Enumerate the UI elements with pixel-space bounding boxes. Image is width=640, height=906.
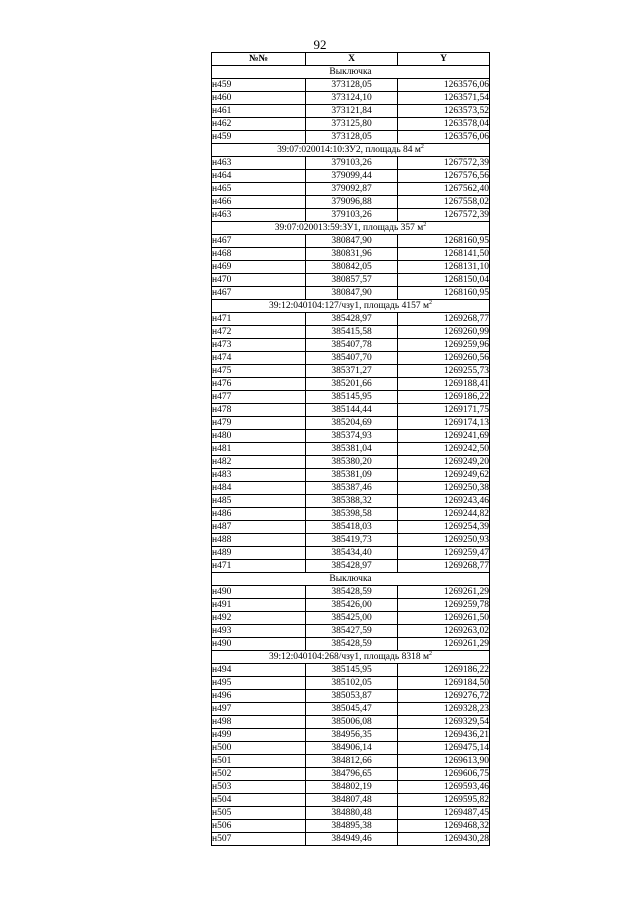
table-row <box>212 638 490 651</box>
x-coordinate-cell: 385145,95 <box>306 391 398 404</box>
table-row <box>212 313 490 326</box>
y-coordinate-cell: 1267572,39 <box>398 209 490 222</box>
x-coordinate-cell: 385418,03 <box>306 521 398 534</box>
table-row <box>212 430 490 443</box>
table-row <box>212 599 490 612</box>
y-coordinate-cell: 1269250,93 <box>398 534 490 547</box>
y-coordinate-cell: 1269186,22 <box>398 391 490 404</box>
x-coordinate-cell: 380847,90 <box>306 287 398 300</box>
y-coordinate-cell: 1269436,21 <box>398 729 490 742</box>
table-row <box>212 625 490 638</box>
x-coordinate-cell: 385426,00 <box>306 599 398 612</box>
y-coordinate-cell: 1269606,75 <box>398 768 490 781</box>
table-row <box>212 482 490 495</box>
y-coordinate-cell: 1269261,29 <box>398 586 490 599</box>
coordinates-table <box>211 52 490 846</box>
point-number-cell: н483 <box>212 469 306 482</box>
x-coordinate-cell: 385387,46 <box>306 482 398 495</box>
table-row <box>212 794 490 807</box>
table-row <box>212 365 490 378</box>
section-title <box>212 144 490 157</box>
x-coordinate-cell: 373124,10 <box>306 92 398 105</box>
point-number-cell: н496 <box>212 690 306 703</box>
x-coordinate-cell: 385428,59 <box>306 586 398 599</box>
point-number-cell: н506 <box>212 820 306 833</box>
x-coordinate-cell: 385380,20 <box>306 456 398 469</box>
y-coordinate-cell: 1269260,56 <box>398 352 490 365</box>
table-row <box>212 508 490 521</box>
table-row <box>212 339 490 352</box>
x-coordinate-cell: 385381,04 <box>306 443 398 456</box>
y-coordinate-cell: 1263571,54 <box>398 92 490 105</box>
table-row <box>212 326 490 339</box>
y-coordinate-cell: 1267576,56 <box>398 170 490 183</box>
y-coordinate-cell: 1263578,04 <box>398 118 490 131</box>
point-number-cell: н479 <box>212 417 306 430</box>
table-row <box>212 534 490 547</box>
x-coordinate-cell: 385398,58 <box>306 508 398 521</box>
x-coordinate-cell: 385425,00 <box>306 612 398 625</box>
y-coordinate-cell: 1269242,50 <box>398 443 490 456</box>
table-row <box>212 261 490 274</box>
point-number-cell: н460 <box>212 92 306 105</box>
point-number-cell: н463 <box>212 157 306 170</box>
table-row <box>212 586 490 599</box>
table-row <box>212 118 490 131</box>
x-coordinate-cell: 385006,08 <box>306 716 398 729</box>
y-coordinate-cell: 1263576,06 <box>398 131 490 144</box>
y-coordinate-cell: 1269244,82 <box>398 508 490 521</box>
point-number-cell: н498 <box>212 716 306 729</box>
y-coordinate-cell: 1269430,28 <box>398 833 490 846</box>
y-coordinate-cell: 1269613,90 <box>398 755 490 768</box>
y-coordinate-cell: 1269276,72 <box>398 690 490 703</box>
header-x: X <box>306 53 398 66</box>
table-row <box>212 560 490 573</box>
table-body <box>212 66 490 846</box>
table-row <box>212 612 490 625</box>
x-coordinate-cell: 384880,48 <box>306 807 398 820</box>
section-title <box>212 300 490 313</box>
x-coordinate-cell: 385053,87 <box>306 690 398 703</box>
section-title <box>212 573 490 586</box>
x-coordinate-cell: 380847,90 <box>306 235 398 248</box>
x-coordinate-cell: 384949,46 <box>306 833 398 846</box>
y-coordinate-cell: 1269268,77 <box>398 313 490 326</box>
point-number-cell: н476 <box>212 378 306 391</box>
point-number-cell: н486 <box>212 508 306 521</box>
table-row <box>212 274 490 287</box>
x-coordinate-cell: 385144,44 <box>306 404 398 417</box>
x-coordinate-cell: 384807,48 <box>306 794 398 807</box>
x-coordinate-cell: 385201,66 <box>306 378 398 391</box>
x-coordinate-cell: 384802,19 <box>306 781 398 794</box>
table-row <box>212 768 490 781</box>
point-number-cell: н470 <box>212 274 306 287</box>
y-coordinate-cell: 1269241,69 <box>398 430 490 443</box>
section-row <box>212 300 490 313</box>
section-row <box>212 144 490 157</box>
table-row <box>212 703 490 716</box>
x-coordinate-cell: 384956,35 <box>306 729 398 742</box>
point-number-cell: н487 <box>212 521 306 534</box>
y-coordinate-cell: 1269188,41 <box>398 378 490 391</box>
point-number-cell: н474 <box>212 352 306 365</box>
page-number: 92 <box>313 37 327 52</box>
table-row <box>212 690 490 703</box>
point-number-cell: н489 <box>212 547 306 560</box>
point-number-cell: н491 <box>212 599 306 612</box>
section-row <box>212 66 490 79</box>
section-title-text: 39:12:040104:268/чзу1, площадь 8318 м <box>269 652 429 662</box>
y-coordinate-cell: 1269260,99 <box>398 326 490 339</box>
point-number-cell: н501 <box>212 755 306 768</box>
x-coordinate-cell: 379103,26 <box>306 157 398 170</box>
table-row <box>212 755 490 768</box>
y-coordinate-cell: 1269186,22 <box>398 664 490 677</box>
x-coordinate-cell: 380842,05 <box>306 261 398 274</box>
y-coordinate-cell: 1269254,39 <box>398 521 490 534</box>
table-row <box>212 807 490 820</box>
table-row <box>212 833 490 846</box>
point-number-cell: н499 <box>212 729 306 742</box>
section-title-text: 39:07:020013:59:ЗУ1, площадь 357 м <box>274 223 424 233</box>
y-coordinate-cell: 1268160,95 <box>398 287 490 300</box>
x-coordinate-cell: 384895,38 <box>306 820 398 833</box>
table-row <box>212 417 490 430</box>
x-coordinate-cell: 384796,65 <box>306 768 398 781</box>
point-number-cell: н459 <box>212 79 306 92</box>
table-row <box>212 664 490 677</box>
y-coordinate-cell: 1269595,82 <box>398 794 490 807</box>
section-title <box>212 66 490 79</box>
point-number-cell: н481 <box>212 443 306 456</box>
table-row <box>212 248 490 261</box>
x-coordinate-cell: 385428,59 <box>306 638 398 651</box>
area-unit-superscript: 2 <box>428 650 432 657</box>
point-number-cell: н482 <box>212 456 306 469</box>
area-unit-superscript: 2 <box>428 299 432 306</box>
table-row <box>212 105 490 118</box>
point-number-cell: н461 <box>212 105 306 118</box>
area-unit-superscript: 2 <box>423 221 427 228</box>
x-coordinate-cell: 380857,57 <box>306 274 398 287</box>
x-coordinate-cell: 380831,96 <box>306 248 398 261</box>
table-row <box>212 547 490 560</box>
section-title <box>212 222 490 235</box>
table-row <box>212 521 490 534</box>
point-number-cell: н477 <box>212 391 306 404</box>
point-number-cell: н505 <box>212 807 306 820</box>
x-coordinate-cell: 385381,09 <box>306 469 398 482</box>
point-number-cell: н471 <box>212 560 306 573</box>
point-number-cell: н465 <box>212 183 306 196</box>
section-row <box>212 651 490 664</box>
table-row <box>212 677 490 690</box>
table-row <box>212 820 490 833</box>
table-row <box>212 79 490 92</box>
x-coordinate-cell: 379092,87 <box>306 183 398 196</box>
x-coordinate-cell: 385419,73 <box>306 534 398 547</box>
point-number-cell: н466 <box>212 196 306 209</box>
x-coordinate-cell: 385428,97 <box>306 560 398 573</box>
x-coordinate-cell: 379099,44 <box>306 170 398 183</box>
table-row <box>212 742 490 755</box>
y-coordinate-cell: 1269259,47 <box>398 547 490 560</box>
x-coordinate-cell: 385427,59 <box>306 625 398 638</box>
y-coordinate-cell: 1268160,95 <box>398 235 490 248</box>
y-coordinate-cell: 1267562,40 <box>398 183 490 196</box>
y-coordinate-cell: 1269475,14 <box>398 742 490 755</box>
table-header <box>212 53 490 66</box>
table-row <box>212 495 490 508</box>
y-coordinate-cell: 1269250,38 <box>398 482 490 495</box>
table-row <box>212 183 490 196</box>
point-number-cell: н492 <box>212 612 306 625</box>
table-row <box>212 443 490 456</box>
header-row <box>212 53 490 66</box>
point-number-cell: н494 <box>212 664 306 677</box>
section-title <box>212 651 490 664</box>
x-coordinate-cell: 384906,14 <box>306 742 398 755</box>
x-coordinate-cell: 385102,05 <box>306 677 398 690</box>
y-coordinate-cell: 1269184,50 <box>398 677 490 690</box>
point-number-cell: н475 <box>212 365 306 378</box>
point-number-cell: н495 <box>212 677 306 690</box>
section-row <box>212 222 490 235</box>
point-number-cell: н493 <box>212 625 306 638</box>
y-coordinate-cell: 1269487,45 <box>398 807 490 820</box>
y-coordinate-cell: 1269249,62 <box>398 469 490 482</box>
point-number-cell: н484 <box>212 482 306 495</box>
x-coordinate-cell: 379096,88 <box>306 196 398 209</box>
table-row <box>212 209 490 222</box>
point-number-cell: н490 <box>212 638 306 651</box>
point-number-cell: н472 <box>212 326 306 339</box>
x-coordinate-cell: 373121,84 <box>306 105 398 118</box>
point-number-cell: н459 <box>212 131 306 144</box>
x-coordinate-cell: 385371,27 <box>306 365 398 378</box>
y-coordinate-cell: 1269261,29 <box>398 638 490 651</box>
y-coordinate-cell: 1269263,02 <box>398 625 490 638</box>
section-title-text: Выключка <box>329 67 372 77</box>
point-number-cell: н497 <box>212 703 306 716</box>
point-number-cell: н463 <box>212 209 306 222</box>
table-row <box>212 456 490 469</box>
x-coordinate-cell: 385428,97 <box>306 313 398 326</box>
x-coordinate-cell: 373125,80 <box>306 118 398 131</box>
y-coordinate-cell: 1269328,23 <box>398 703 490 716</box>
point-number-cell: н473 <box>212 339 306 352</box>
header-y: Y <box>398 53 490 66</box>
table-row <box>212 352 490 365</box>
table-row <box>212 781 490 794</box>
x-coordinate-cell: 385374,93 <box>306 430 398 443</box>
y-coordinate-cell: 1267572,39 <box>398 157 490 170</box>
point-number-cell: н503 <box>212 781 306 794</box>
y-coordinate-cell: 1269171,75 <box>398 404 490 417</box>
table-row <box>212 92 490 105</box>
area-unit-superscript: 2 <box>420 143 424 150</box>
point-number-cell: н500 <box>212 742 306 755</box>
y-coordinate-cell: 1263576,06 <box>398 79 490 92</box>
table-row <box>212 196 490 209</box>
point-number-cell: н469 <box>212 261 306 274</box>
y-coordinate-cell: 1269468,32 <box>398 820 490 833</box>
point-number-cell: н504 <box>212 794 306 807</box>
point-number-cell: н471 <box>212 313 306 326</box>
point-number-cell: н464 <box>212 170 306 183</box>
table-row <box>212 131 490 144</box>
y-coordinate-cell: 1269259,96 <box>398 339 490 352</box>
point-number-cell: н468 <box>212 248 306 261</box>
point-number-cell: н485 <box>212 495 306 508</box>
x-coordinate-cell: 373128,05 <box>306 79 398 92</box>
y-coordinate-cell: 1269249,20 <box>398 456 490 469</box>
y-coordinate-cell: 1269259,78 <box>398 599 490 612</box>
x-coordinate-cell: 385204,69 <box>306 417 398 430</box>
x-coordinate-cell: 385388,32 <box>306 495 398 508</box>
y-coordinate-cell: 1269243,46 <box>398 495 490 508</box>
point-number-cell: н490 <box>212 586 306 599</box>
table-row <box>212 157 490 170</box>
x-coordinate-cell: 385407,78 <box>306 339 398 352</box>
table-row <box>212 391 490 404</box>
x-coordinate-cell: 385045,47 <box>306 703 398 716</box>
y-coordinate-cell: 1269593,46 <box>398 781 490 794</box>
point-number-cell: н488 <box>212 534 306 547</box>
section-title-text: Выключка <box>329 574 372 584</box>
table-row <box>212 729 490 742</box>
table-row <box>212 469 490 482</box>
y-coordinate-cell: 1269255,73 <box>398 365 490 378</box>
y-coordinate-cell: 1268150,04 <box>398 274 490 287</box>
y-coordinate-cell: 1268141,50 <box>398 248 490 261</box>
x-coordinate-cell: 379103,26 <box>306 209 398 222</box>
x-coordinate-cell: 385415,58 <box>306 326 398 339</box>
section-row <box>212 573 490 586</box>
point-number-cell: н478 <box>212 404 306 417</box>
point-number-cell: н480 <box>212 430 306 443</box>
table-row <box>212 287 490 300</box>
section-title-text: 39:07:020014:10:ЗУ2, площадь 84 м <box>277 145 421 155</box>
point-number-cell: н507 <box>212 833 306 846</box>
point-number-cell: н467 <box>212 235 306 248</box>
table-row <box>212 404 490 417</box>
x-coordinate-cell: 385145,95 <box>306 664 398 677</box>
y-coordinate-cell: 1263573,52 <box>398 105 490 118</box>
point-number-cell: н462 <box>212 118 306 131</box>
table-row <box>212 235 490 248</box>
y-coordinate-cell: 1268131,10 <box>398 261 490 274</box>
y-coordinate-cell: 1269174,13 <box>398 417 490 430</box>
x-coordinate-cell: 385434,40 <box>306 547 398 560</box>
point-number-cell: н467 <box>212 287 306 300</box>
x-coordinate-cell: 373128,05 <box>306 131 398 144</box>
y-coordinate-cell: 1269261,50 <box>398 612 490 625</box>
y-coordinate-cell: 1269268,77 <box>398 560 490 573</box>
table-row <box>212 170 490 183</box>
header-point-number: №№ <box>212 53 306 66</box>
point-number-cell: н502 <box>212 768 306 781</box>
x-coordinate-cell: 385407,70 <box>306 352 398 365</box>
x-coordinate-cell: 384812,66 <box>306 755 398 768</box>
table-row <box>212 716 490 729</box>
y-coordinate-cell: 1269329,54 <box>398 716 490 729</box>
table-row <box>212 378 490 391</box>
section-title-text: 39:12:040104:127/чзу1, площадь 4157 м <box>269 301 429 311</box>
y-coordinate-cell: 1267558,02 <box>398 196 490 209</box>
